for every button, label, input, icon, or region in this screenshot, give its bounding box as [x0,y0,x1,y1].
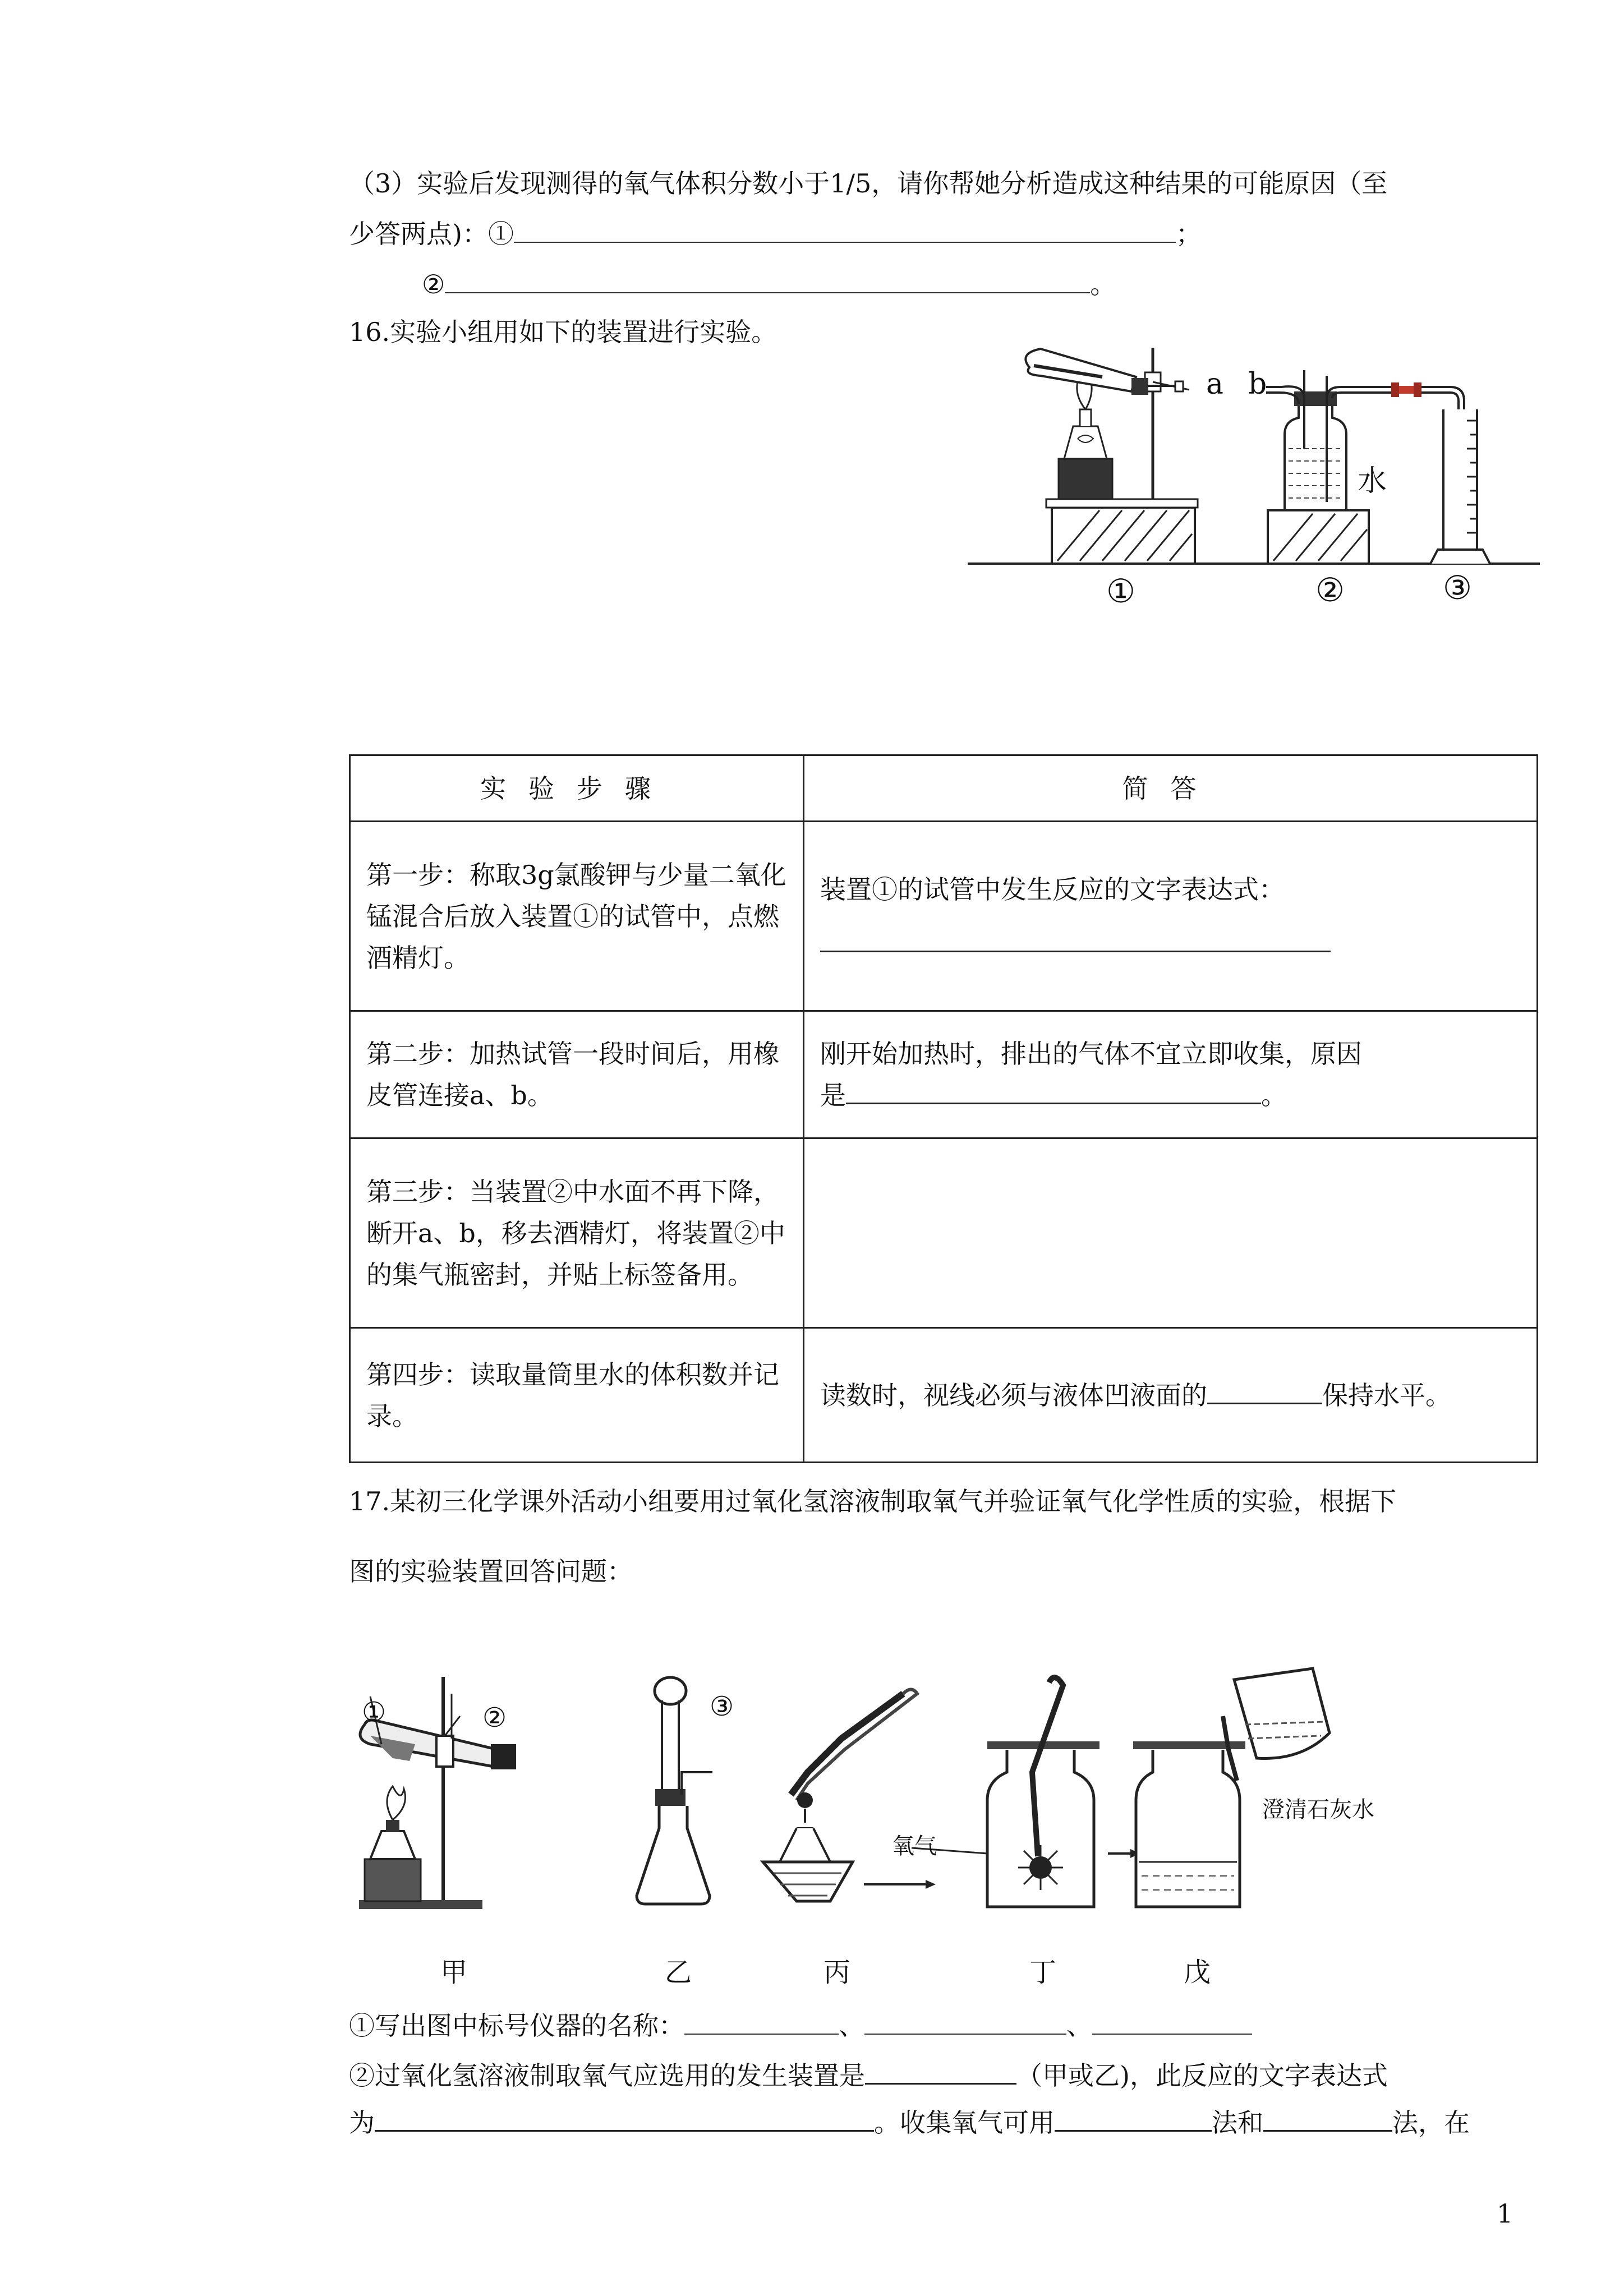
table-row [350,1328,1538,1463]
wooden-block-2 [1268,510,1369,564]
q17-instrument-blank-3[interactable] [1092,2008,1252,2035]
q17-caption-yi: 乙 [665,1957,692,1988]
q17-instrument-blank-1[interactable] [684,2008,839,2035]
q15-line1: （3）实验后发现测得的氧气体积分数小于1/5，请你帮她分析造成这种结果的可能原因（至 [349,168,1388,199]
q17-mark-3: ③ [710,1691,734,1722]
q17-expression-blank[interactable] [375,2104,874,2132]
q16-device2-label: ② [1315,571,1345,609]
q17-line1: 17.某初三化学课外活动小组要用过氧化氢溶液制取氧气并验证氧气化学性质的实验，根据下 [349,1486,1397,1516]
table-row [350,822,1538,1011]
header-steps: 实验步骤 [350,755,804,822]
q17-caption-wu: 戊 [1184,1957,1211,1988]
apparatus-wu [1133,1668,1329,1907]
table-row [350,1138,1538,1328]
wooden-block-1 [1052,508,1195,564]
q17-method-blank-1[interactable] [1055,2104,1212,2132]
step-1-answer: 装置①的试管中发生反应的文字表达式： [804,822,1538,1011]
step-4-answer-blank[interactable] [1207,1377,1322,1404]
q16-label-a: a [1206,367,1224,401]
q17-sub2-line1: ②过氧化氢溶液制取氧气应选用的发生装置是 （甲或乙)，此反应的文字表达式 [349,2057,1388,2094]
q17-sub2-line2: 为 。收集氧气可用 法和 法，在 [349,2104,1470,2141]
q15-line2: 少答两点)：① ； [349,216,1202,252]
q17-sub1: ①写出图中标号仪器的名称： 、 、 [349,2008,1252,2044]
q15-answer-blank-2[interactable] [445,266,1090,293]
q17-mark-1: ① [362,1696,387,1728]
q17-method-blank-2[interactable] [1263,2104,1392,2132]
q17-caption-ding: 丁 [1029,1957,1057,1988]
step-1-answer-blank[interactable] [820,925,1331,952]
q17-device-blank[interactable] [865,2057,1016,2085]
q17-caption-bing: 丙 [823,1957,851,1988]
q17-mark-2: ② [482,1702,507,1733]
step-2-text: 第二步：加热试管一段时间后，用橡皮管连接a、b。 [350,1011,804,1138]
table-header-row [350,755,1538,822]
page-number: 1 [1497,2198,1513,2229]
step-3-text: 第三步：当装置②中水面不再下降，断开a、b，移去酒精灯，将装置②中的集气瓶密封，并贴上标签备用。 [350,1138,804,1328]
step-1-text: 第一步：称取3g氯酸钾与少量二氧化锰混合后放入装置①的试管中，点燃酒精灯。 [350,822,804,1011]
step-2-answer: 刚开始加热时，排出的气体不宜立即收集，原因 是 。 [804,1011,1538,1138]
q17-instrument-blank-2[interactable] [864,2008,1066,2035]
q17-oxygen-label: 氧气 [892,1833,937,1859]
step-3-answer [804,1138,1538,1328]
q16-label-water: 水 [1358,464,1387,498]
step-4-text: 第四步：读取量筒里水的体积数并记录。 [350,1328,804,1463]
q16-label-b: b [1248,367,1267,401]
q16-experiment-table [349,754,1538,1463]
header-answers: 简答 [804,755,1538,822]
q17-line2: 图的实验装置回答问题： [349,1556,633,1587]
q16-device1-label: ① [1106,572,1135,610]
apparatus-ding [987,1677,1099,1907]
q16-title: 16.实验小组用如下的装置进行实验。 [349,317,778,347]
q17-apparatus-figure [348,1660,1414,1918]
q15-line3: ② 。 [422,266,1116,302]
q15-answer-blank-1[interactable] [514,216,1176,243]
step-2-answer-blank[interactable] [846,1077,1261,1104]
q17-limewater-label: 澄清石灰水 [1262,1797,1374,1823]
apparatus-yi [637,1677,712,1904]
apparatus-bing [763,1690,917,1902]
table-row [350,1011,1538,1138]
graduated-cylinder [1430,409,1490,564]
q16-device3-label: ③ [1443,569,1472,607]
q17-caption-jia: 甲 [440,1957,468,1988]
step-4-answer: 读数时，视线必须与液体凹液面的 保持水平。 [804,1328,1538,1463]
